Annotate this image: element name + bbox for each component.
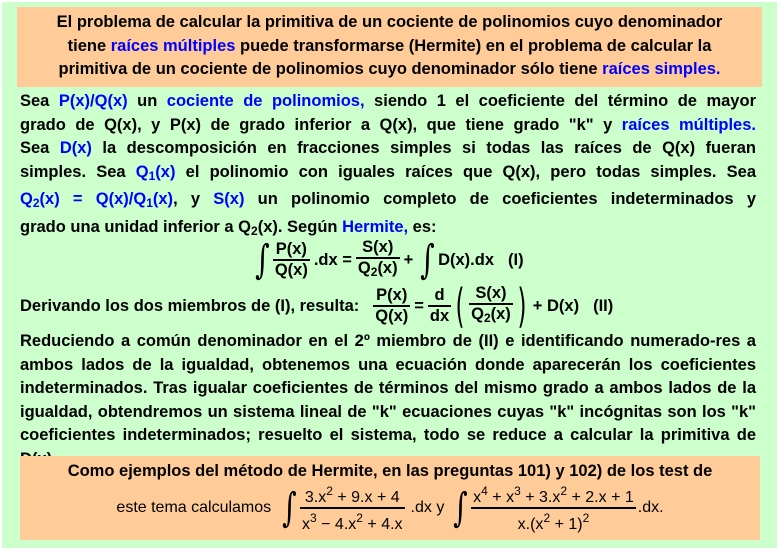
example-fraction-1: $\frac{3.x^2 + 9.x + 4}{x^3 - 4.x^2 + 4.x}$ <box>302 483 403 533</box>
derivative-operator: $\frac{d}{dx}$ <box>429 286 450 325</box>
paragraph-1-line-3: Sea D(x) la descomposición en fracciones simples si todas las raíces de Q(x) fueran <box>20 139 756 157</box>
term-multiple-roots: raíces múltiples <box>110 36 236 55</box>
integral-sign: ∫ <box>420 237 435 283</box>
page <box>2 2 777 548</box>
intro-box <box>17 7 762 87</box>
integral-sign: ∫ <box>453 484 469 531</box>
intro-line-2: tiene raíces múltiples puede transformarse (Hermite) en el problema de calcular la <box>67 36 712 55</box>
examples-box <box>20 456 760 540</box>
equation-hermite: ∫ $\frac{P(x)}{Q(x)}$ .dx = $\frac{S(x)}{Q_2(x)}$ + ∫ D(x).dx (I) <box>255 237 524 283</box>
fraction-s-over-q2: $\frac{S(x)}{Q_2(x)}$ <box>357 238 398 279</box>
intro-line-3: primitiva de un cociente de polinomios cuyo denominador sólo tiene raíces simples. <box>58 60 721 78</box>
paragraph-1-line-5: $Q_2(x) = Q(x)/Q_1(x)$, y S(x) un polinomio completo de coeficientes indeterminados y <box>20 190 756 210</box>
examples-line-1: Como ejemplos del método de Hermite, en las preguntas 101) y 102) de los test de <box>67 462 713 480</box>
fraction-p-over-q: $\frac{P(x)}{Q(x)}$ <box>375 286 409 325</box>
equation-derivative: Derivando los dos miembros de (I), resulta: $\frac{P(x)}{Q(x)}$ = $\frac{d}{dx}$ ( $\frac{S(x)}{Q_2(x)}$ ) + D(x) (II) <box>20 279 614 333</box>
left-paren: ( <box>455 279 465 333</box>
fraction-s-over-q2: $\frac{S(x)}{Q_2(x)}$ <box>471 284 511 325</box>
paragraph-2: Reduciendo a común denominador en el 2º miembro de (II) e identificando numerado-res a ambos lados de la igualdad, obtenemos una ecuación donde aparecerán los coeficientes indeterminados. Tras igualar coeficientes de términos del mismo grado a ambos lados de la igualdad, obtendremos un sistema lineal de "k" ecuaciones cuyas "k" incógnitas son los "k" coeficientes indeterminados; resuelto el sistema, todo se reduce a calcular la primitiva de <box>20 332 756 444</box>
paragraph-1-line-6: grado una unidad inferior a $Q_2(x)$. Según Hermite, es: <box>20 217 437 238</box>
intro-line-1: El problema de calcular la primitiva de un cociente de polinomios cuyo denominador <box>56 13 723 31</box>
right-paren: ) <box>517 279 527 333</box>
examples-integrals: este tema calculamos ∫ $\frac{3.x^2 + 9.x + 4}{x^3 - 4.x^2 + 4.x}$ .dx y ∫ $\frac{x^4 + x^3 + 3.x^2 + 2.x + 1}{x.(x^2 + 1)^2}$ .dx. <box>116 483 664 533</box>
integral-sign: ∫ <box>255 237 270 283</box>
paragraph-1-line-1: Sea P(x)/Q(x) un cociente de polinomios, siendo 1 el coeficiente del término de mayor <box>20 92 756 110</box>
paragraph-1-line-2: grado de Q(x), y P(x) de grado inferior a Q(x), que tiene grado "k" y raíces múltiples. <box>20 115 756 134</box>
fraction-p-over-q: $\frac{P(x)}{Q(x)}$ <box>274 240 308 279</box>
integral-sign: ∫ <box>282 484 297 531</box>
example-fraction-2: $\frac{x^4 + x^3 + 3.x^2 + 2.x + 1}{x.(x^2 + 1)^2}$ <box>473 483 634 533</box>
main-text <box>20 90 757 444</box>
term-simple-roots: raíces simples. <box>602 60 721 78</box>
paragraph-1-line-4: simples. Sea $Q_1(x)$ el polinomio con iguales raíces que Q(x), pero todas simples. Sea <box>20 162 757 183</box>
